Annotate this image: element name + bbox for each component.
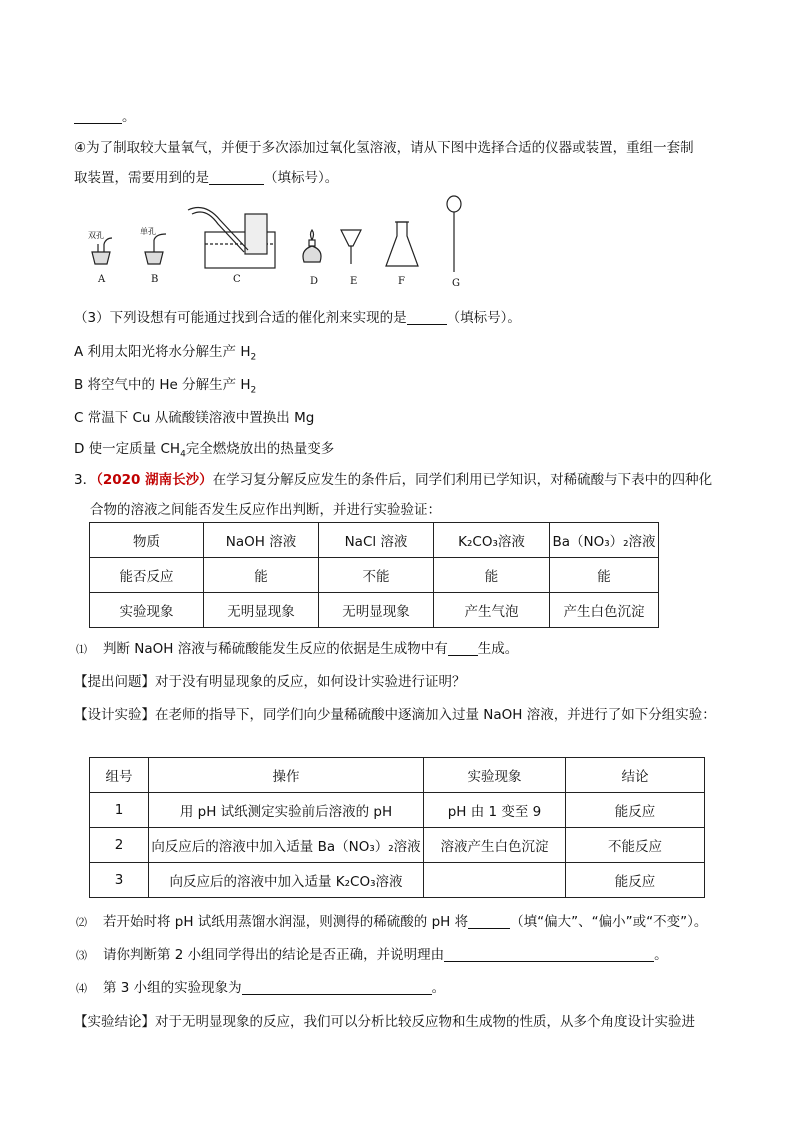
answer-blank[interactable]	[468, 914, 510, 929]
answer-blank[interactable]	[444, 947, 654, 962]
table-row	[90, 828, 705, 863]
apparatus-small-label: 双孔	[88, 231, 104, 240]
answer-blank[interactable]	[74, 109, 122, 124]
option-a: A 利用太阳光将水分解生产 $H_2$	[74, 344, 257, 363]
subquestion-2: ⑵ 若开始时将 pH 试纸用蒸馏水润湿，则测得的稀硫酸的 pH 将 （填“偏大”、“偏小”或“不变”）。	[76, 914, 708, 930]
table-row	[90, 593, 659, 628]
table-header-cell: K₂CO₃溶液	[434, 523, 550, 558]
table-cell: pH 由 1 变至 9	[424, 793, 566, 828]
table-experiments	[89, 757, 705, 898]
question-text: 取装置，需要用到的是 （填标号）。	[74, 170, 339, 186]
stopper-single-hole-icon	[145, 234, 166, 264]
funnel-icon	[341, 230, 361, 264]
table-cell: 无明显现象	[319, 593, 434, 628]
table-header-cell: 操作	[149, 758, 424, 793]
answer-line-0: 。	[74, 105, 136, 125]
conical-flask-icon	[386, 222, 418, 266]
table-header-row	[90, 523, 659, 558]
answer-blank[interactable]	[448, 641, 478, 656]
problem-3-title: 3．（2020 湖南长沙）在学习复分解反应发生的条件后，同学们利用已学知识，对稀硫酸与下表中的四种化	[74, 472, 713, 488]
long-funnel-icon	[447, 196, 461, 272]
apparatus-label-e: E	[350, 276, 358, 287]
table-cell: 产生气泡	[434, 593, 550, 628]
table-cell[interactable]	[424, 863, 566, 898]
table-cell: 能反应	[566, 863, 705, 898]
subquestion-1: ⑴ 判断 NaOH 溶液与稀硫酸能发生反应的依据是生成物中有 生成。	[76, 641, 519, 657]
table-cell: 实验现象	[90, 593, 204, 628]
table-substances	[89, 522, 659, 628]
table-cell: 2	[90, 828, 149, 863]
table-header-cell: 实验现象	[424, 758, 566, 793]
apparatus-label-a: A	[98, 274, 106, 285]
table-header-cell: 组号	[90, 758, 149, 793]
subquestion-4: ⑷ 第 3 小组的实验现象为 。	[76, 980, 446, 996]
table-cell: 用 pH 试纸测定实验前后溶液的 pH	[149, 793, 424, 828]
source-tag: （2020 湖南长沙）	[96, 472, 213, 488]
alcohol-lamp-icon	[303, 230, 321, 262]
problem-3-text: 合物的溶液之间能否发生反应作出判断，并进行实验验证：	[90, 502, 441, 518]
question-text: （3）下列设想有可能通过找到合适的催化剂来实现的是 （填标号）。	[74, 310, 521, 326]
table-header-cell: Ba（NO₃）₂溶液	[550, 523, 659, 558]
table-cell: 能	[204, 558, 319, 593]
option-c: C 常温下 Cu 从硫酸镁溶液中置换出 Mg	[74, 410, 315, 426]
table-cell: 3	[90, 863, 149, 898]
apparatus-label-d: D	[310, 276, 319, 287]
answer-blank[interactable]	[242, 980, 432, 995]
option-b: B 将空气中的 He 分解生产 $H_2$	[74, 377, 257, 396]
apparatus-label-g: G	[452, 278, 460, 289]
apparatus-label-b: B	[151, 274, 159, 285]
table-cell: 不能反应	[566, 828, 705, 863]
table-cell: 产生白色沉淀	[550, 593, 659, 628]
table-cell: 溶液产生白色沉淀	[424, 828, 566, 863]
table-header-cell: NaCl 溶液	[319, 523, 434, 558]
apparatus-small-label: 单孔	[140, 227, 156, 236]
question-text: ④为了制取较大量氧气，并便于多次添加过氧化氢溶液，请从下图中选择合适的仪器或装置，重组一套制	[74, 140, 694, 156]
table-cell: 1	[90, 793, 149, 828]
table-cell: 能	[434, 558, 550, 593]
table-cell: 不能	[319, 558, 434, 593]
table-row	[90, 558, 659, 593]
table-row	[90, 863, 705, 898]
table-header-cell: NaOH 溶液	[204, 523, 319, 558]
table-header-cell: 物质	[90, 523, 204, 558]
water-trough-icon	[188, 208, 275, 268]
apparatus-label-f: F	[398, 276, 405, 287]
answer-blank[interactable]	[209, 170, 264, 185]
apparatus-label-c: C	[233, 274, 241, 285]
subquestion-3: ⑶ 请你判断第 2 小组同学得出的结论是否正确，并说明理由 。	[76, 947, 668, 963]
table-header-cell: 结论	[566, 758, 705, 793]
apparatus-figure	[0, 192, 794, 292]
section-design: 【设计实验】在老师的指导下，同学们向少量稀硫酸中逐滴加入过量 NaOH 溶液，并进行了如下分组实验：	[74, 707, 716, 723]
table-cell: 能	[550, 558, 659, 593]
table-cell: 无明显现象	[204, 593, 319, 628]
section-conclusion: 【实验结论】对于无明显现象的反应，我们可以分析比较反应物和生成物的性质，从多个角度设计实验进	[74, 1014, 695, 1030]
section-ask: 【提出问题】对于没有明显现象的反应，如何设计实验进行证明？	[74, 674, 466, 690]
table-cell: 向反应后的溶液中加入适量 K₂CO₃溶液	[149, 863, 424, 898]
table-cell: 能反应	[566, 793, 705, 828]
table-row	[90, 793, 705, 828]
table-cell: 向反应后的溶液中加入适量 Ba（NO₃）₂溶液	[149, 828, 424, 863]
option-d: D 使一定质量 $CH_4$完全燃烧放出的热量变多	[74, 441, 335, 460]
table-cell: 能否反应	[90, 558, 204, 593]
answer-blank[interactable]	[407, 310, 447, 325]
table-header-row	[90, 758, 705, 793]
stopper-two-hole-icon	[92, 238, 112, 264]
